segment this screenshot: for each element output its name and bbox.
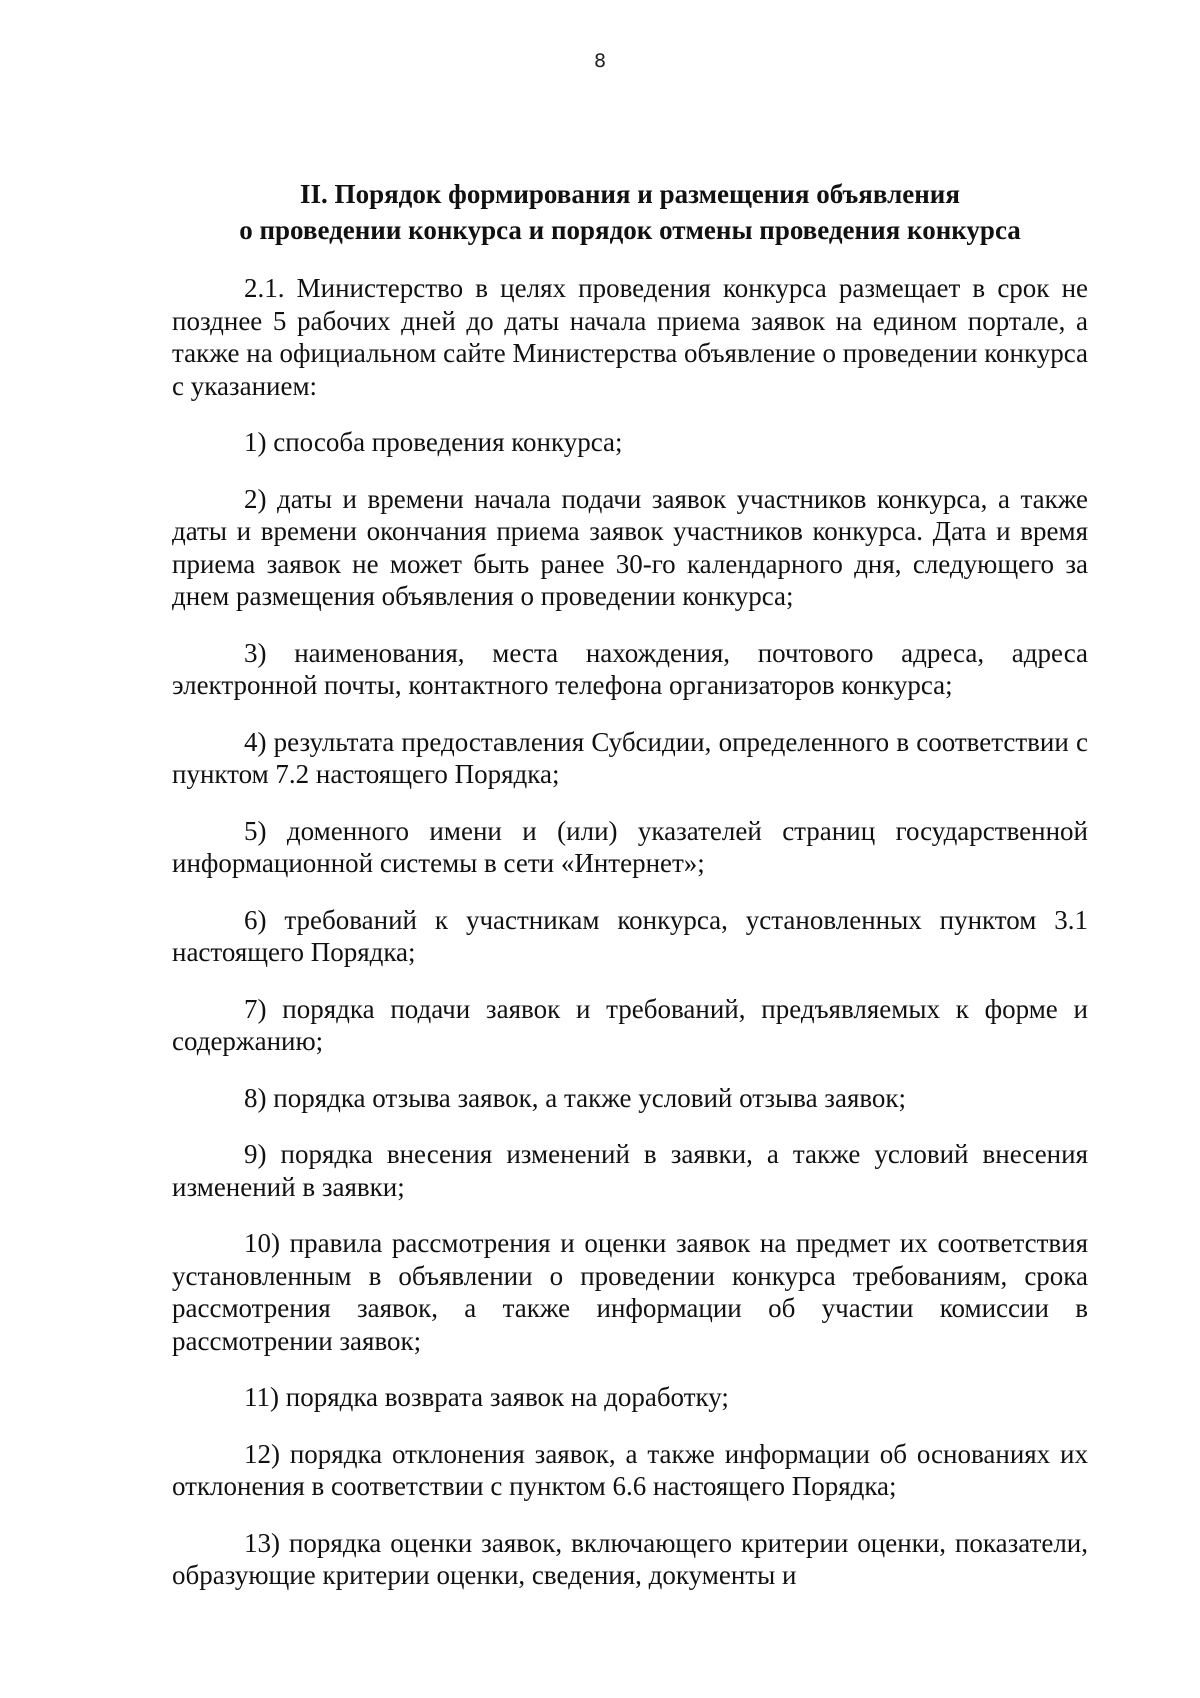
list-item-1: 1) способа проведения конкурса; bbox=[244, 427, 623, 457]
section-title bbox=[170, 176, 1090, 248]
list-item-9: 9) порядка внесения изменений в заявки, а также условий внесения изменений в заявки; bbox=[172, 1139, 1088, 1202]
document-body bbox=[172, 272, 1088, 1616]
list-item-4: 4) результата предоставления Субсидии, определенного в соответствии с пунктом 7.2 настоящего Порядка; bbox=[172, 726, 1088, 789]
page-number: 8 bbox=[593, 50, 607, 72]
list-item-7: 7) порядка подачи заявок и требований, предъявляемых к форме и содержанию; bbox=[172, 993, 1088, 1056]
list-item-12: 12) порядка отклонения заявок, а также информации об основаниях их отклонения в соответствии с пунктом 6.6 настоящего Порядка; bbox=[172, 1438, 1088, 1501]
list-item-8: 8) порядка отзыва заявок, а также условий отзыва заявок; bbox=[244, 1082, 907, 1113]
list-item-3: 3) наименования, места нахождения, почтового адреса, адреса электронной почты, контактного телефона организаторов конкурса; bbox=[172, 637, 1088, 700]
list-item-10: 10) правила рассмотрения и оценки заявок на предмет их соответствия установленным в объявлении о проведении конкурса требованиям, срока рассмотрения заявок, а также информации об участии комиссии в рассмотрении заявок; bbox=[172, 1228, 1088, 1356]
list-item-5: 5) доменного имени и (или) указателей страниц государственной информационной системы в сети «Интернет»; bbox=[172, 815, 1088, 878]
paragraph-2-1: 2.1. Министерство в целях проведения конкурса размещает в срок не позднее 5 рабочих дней до даты начала приема заявок на едином портале, а также на официальном сайте Министерства объявление о проведении конкурса с указанием: bbox=[172, 273, 1088, 401]
section-title-line-1: II. Порядок формирования и размещения объявления bbox=[300, 179, 960, 209]
list-item-13: 13) порядка оценки заявок, включающего критерии оценки, показатели, образующие критерии оценки, сведения, документы и bbox=[172, 1527, 1088, 1590]
section-title-line-2: о проведении конкурса и порядок отмены проведения конкурса bbox=[239, 215, 1021, 245]
list-item-2: 2) даты и времени начала подачи заявок участников конкурса, а также даты и времени окончания приема заявок участников конкурса. Дата и время приема заявок не может быть ранее 30-го календарного дня, следующего за днем размещения объявления о проведении конкурса; bbox=[172, 483, 1088, 611]
list-item-6: 6) требований к участникам конкурса, установленных пунктом 3.1 настоящего Порядка; bbox=[172, 904, 1088, 967]
list-item-11: 11) порядка возврата заявок на доработку; bbox=[244, 1382, 729, 1412]
